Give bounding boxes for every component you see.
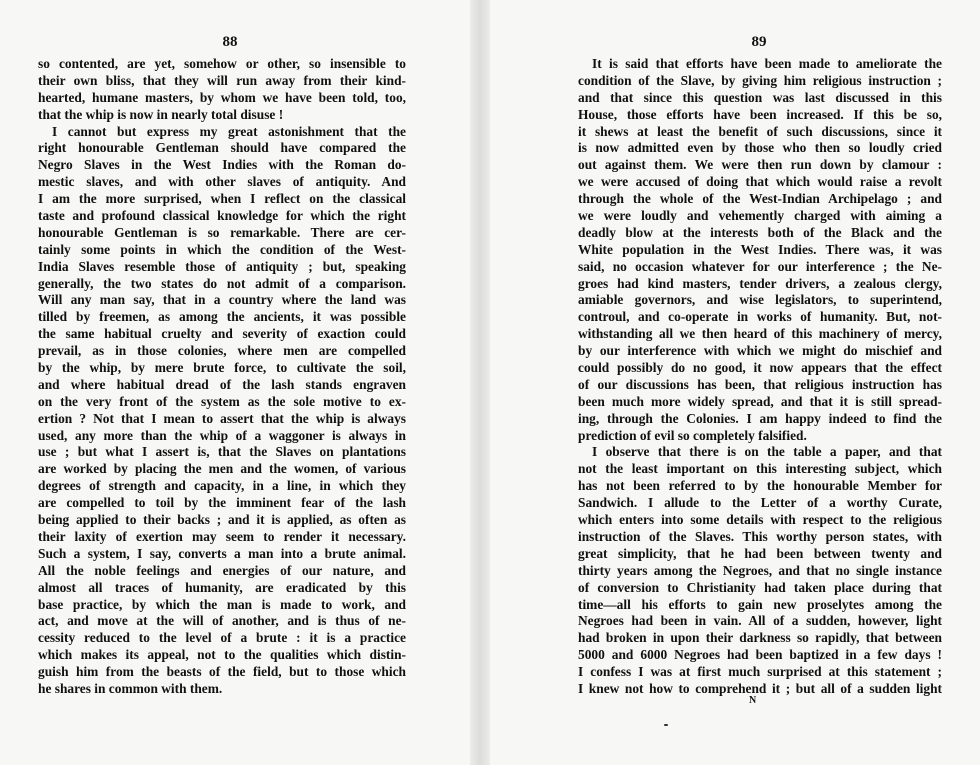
text-line: degrees of strength and capacity, in a line, in which they bbox=[38, 478, 406, 494]
text-line: had broken in upon their darkness so rapidly, that between bbox=[578, 630, 942, 646]
text-line: withstanding all we then heard of this machinery of mercy, bbox=[578, 326, 942, 342]
text-line: out against them. We were then run down by clamour : bbox=[578, 157, 942, 173]
text-line: the same habitual cruelty and severity of exaction could bbox=[38, 326, 406, 342]
text-line: we were loudly and vehemently charged with aiming a bbox=[578, 208, 942, 224]
text-line: hearted, humane masters, by whom we have been told, too, bbox=[38, 89, 406, 105]
text-line: Will any man say, that in a country where the land was bbox=[38, 292, 406, 308]
text-line: tilled by freemen, as among the ancients, it was possible bbox=[38, 309, 406, 325]
text-line: I cannot but express my great astonishment that the bbox=[52, 123, 406, 139]
text-line: and that since this question was last discussed in this bbox=[578, 89, 942, 105]
printer-signature-mark: N bbox=[749, 695, 757, 706]
right-page-text bbox=[578, 56, 942, 698]
text-line: right honourable Gentleman should have compared the bbox=[38, 140, 406, 156]
text-line: cessity reduced to the level of a brute : it is a practice bbox=[38, 630, 406, 646]
text-line: I knew not how to comprehend it ; but all of a sudden light bbox=[578, 680, 942, 696]
text-line: could possibly do no good, it now appears that the effect bbox=[578, 360, 942, 376]
text-line: of our discussions has been, that religious instruction has bbox=[578, 376, 942, 392]
text-line: has not been referred to by the honourable Member for bbox=[578, 478, 942, 494]
text-line: use ; but what I assert is, that the Slaves on plantations bbox=[38, 444, 406, 460]
text-line: White population in the West Indies. There was, it was bbox=[578, 241, 942, 257]
text-line: deadly blow at the interests both of the Black and the bbox=[578, 224, 942, 240]
text-line: ing, through the Colonies. I am happy indeed to find the bbox=[578, 410, 942, 426]
text-line: is now admitted even by those who then so loudly cried bbox=[578, 140, 942, 156]
text-line: used, any more than the whip of a waggoner is always in bbox=[38, 427, 406, 443]
text-line: that the whip is now in nearly total disuse ! bbox=[38, 106, 284, 122]
text-line: Negro Slaves in the West Indies with the Roman do- bbox=[38, 157, 406, 173]
text-line: not the least important on this interesting subject, which bbox=[578, 461, 942, 477]
text-line: on the very front of the system as the sole motive to ex- bbox=[38, 393, 406, 409]
text-line: honourable Gentleman is so remarkable. There are cer- bbox=[38, 224, 406, 240]
text-line: condition of the Slave, by giving him religious instruction ; bbox=[578, 72, 942, 88]
text-line: tainly some points in which the condition of the West- bbox=[38, 241, 406, 257]
text-line: are worked by placing the men and the women, of various bbox=[38, 461, 406, 477]
text-line: great simplicity, that he had been between twenty and bbox=[578, 545, 942, 561]
ink-speck bbox=[664, 724, 668, 726]
text-line: Such a system, I say, converts a man into a brute animal. bbox=[38, 545, 406, 561]
text-line: are compelled to toil by the imminent fear of the lash bbox=[38, 495, 406, 511]
text-line: said, no occasion whatever for our interference ; the Ne- bbox=[578, 258, 942, 274]
text-line: he shares in common with them. bbox=[38, 680, 223, 696]
text-line: I observe that there is on the table a paper, and that bbox=[592, 444, 942, 460]
text-line: It is said that efforts have been made to ameliorate the bbox=[592, 56, 942, 71]
left-page-text bbox=[38, 56, 406, 698]
text-line: House, those efforts have been increased. If this be so, bbox=[578, 106, 942, 122]
left-page bbox=[0, 0, 470, 765]
text-line: we were accused of doing that which would raise a revolt bbox=[578, 174, 942, 190]
text-line: time—all his efforts to gain new proselytes among the bbox=[578, 596, 942, 612]
text-line: thirty years among the Negroes, and that no single instance bbox=[578, 562, 942, 578]
text-line: by the whip, by mere brute force, to cultivate the soil, bbox=[38, 360, 406, 376]
text-line: ertion ? Not that I mean to assert that the whip is always bbox=[38, 410, 406, 426]
text-line: Sandwich. I allude to the Letter of a worthy Curate, bbox=[578, 495, 942, 511]
text-line: which enters into some details with respect to the religious bbox=[578, 512, 942, 528]
text-line: instruction of the Slaves. This worthy person states, with bbox=[578, 528, 942, 544]
text-line: it shews at least the benefit of such discussions, since it bbox=[578, 123, 942, 139]
text-line: by our interference with which we might do mischief and bbox=[578, 343, 942, 359]
page-number-right: 89 bbox=[751, 34, 767, 50]
text-line: amiable governors, and wise legislators, to superintend, bbox=[578, 292, 942, 308]
text-line: through the whole of the West-Indian Archipelago ; and bbox=[578, 191, 942, 207]
text-line: base practice, by which the man is made to work, and bbox=[38, 596, 406, 612]
text-line: their own bliss, that they will run away from their kind- bbox=[38, 72, 406, 88]
text-line: Negroes had been in vain. All of a sudden, however, light bbox=[578, 613, 942, 629]
text-line: guish him from the beasts of the field, but to those which bbox=[38, 664, 406, 680]
text-line: I confess I was at first much surprised at this statement ; bbox=[578, 664, 942, 680]
text-line: their laxity of exertion may seem to render it necessary. bbox=[38, 528, 406, 544]
text-line: mestic slaves, and with other slaves of antiquity. And bbox=[38, 174, 406, 190]
text-line: prediction of evil so completely falsified. bbox=[578, 427, 807, 443]
page-number-left: 88 bbox=[222, 34, 238, 50]
text-line: act, and move at the will of another, and is thus of ne- bbox=[38, 613, 406, 629]
text-line: which makes its appeal, not to the qualities which distin- bbox=[38, 647, 406, 663]
text-line: 5000 and 6000 Negroes had been baptized in a few days ! bbox=[578, 647, 942, 663]
text-line: almost all traces of humanity, are eradicated by this bbox=[38, 579, 406, 595]
text-line: been much more widely spread, and that it is still spread- bbox=[578, 393, 942, 409]
book-gutter bbox=[470, 0, 490, 765]
right-page bbox=[490, 0, 980, 765]
text-line: I am the more surprised, when I reflect on the classical bbox=[38, 191, 406, 207]
text-line: and where habitual dread of the lash stands engraven bbox=[38, 376, 406, 392]
text-line: so contented, are yet, somehow or other, so insensible to bbox=[38, 56, 406, 71]
text-line: being applied to their backs ; and it is applied, as often as bbox=[38, 512, 406, 528]
text-line: India Slaves resemble those of antiquity ; but, speaking bbox=[38, 258, 406, 274]
text-line: generally, the two states do not admit of a comparison. bbox=[38, 275, 406, 291]
text-line: prevail, as in those colonies, where men are compelled bbox=[38, 343, 406, 359]
text-line: taste and profound classical knowledge for which the right bbox=[38, 208, 406, 224]
text-line: groes had kind masters, tender drivers, a zealous clergy, bbox=[578, 275, 942, 291]
text-line: controul, and co-operate in works of humanity. But, not- bbox=[578, 309, 942, 325]
text-line: All the noble feelings and energies of our nature, and bbox=[38, 562, 406, 578]
text-line: of conversion to Christianity had taken place during that bbox=[578, 579, 942, 595]
